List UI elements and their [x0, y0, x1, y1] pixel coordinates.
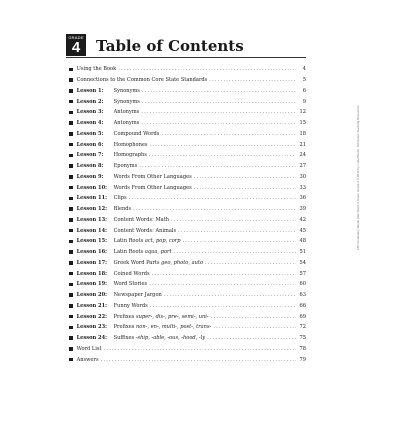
lesson-number: Lesson 20: [76, 292, 107, 299]
entry-title [114, 109, 140, 115]
lesson-number: Lesson 22: [76, 313, 107, 320]
toc-entry [69, 290, 306, 301]
bullet-square-icon [69, 261, 73, 265]
lesson-number: Lesson 21: [76, 302, 107, 309]
dot-leader [152, 271, 296, 277]
bullet-square-icon [69, 111, 73, 115]
bullet-square-icon [69, 347, 73, 351]
bullet-square-icon [69, 283, 73, 287]
lesson-number: Lesson 3: [76, 109, 104, 116]
entry-title-text: Words From Other Languages [113, 173, 192, 180]
entry-title-text: Antonyms [113, 120, 140, 127]
entry-title [114, 238, 181, 244]
entry-title-text: Clips [113, 195, 127, 202]
lesson-number: Lesson 13: [76, 216, 107, 223]
bullet-square-icon [69, 197, 73, 201]
entry-title-text: Words From Other Languages [113, 184, 192, 191]
toc-entry [69, 301, 306, 312]
entry-title-text: Latin Roots [113, 249, 145, 256]
entry-title [77, 66, 117, 72]
toc-entry [69, 64, 306, 75]
entry-title-examples: aqua, port [144, 249, 172, 256]
page-number: 69 [299, 313, 306, 320]
lesson-number: Lesson 17: [76, 259, 107, 266]
entry-title-text: Prefixes [113, 313, 136, 320]
page-number: 30 [299, 173, 306, 180]
bullet-square-icon [69, 358, 73, 362]
entry-title-text: Antonyms [113, 109, 140, 116]
page-header [66, 34, 244, 56]
bullet-square-icon [69, 293, 73, 297]
lesson-number: Lesson 5: [76, 130, 104, 137]
entry-title [114, 163, 138, 169]
page-number: 42 [299, 216, 306, 223]
page-title: Table of Contents [96, 37, 244, 55]
bullet-square-icon [69, 250, 73, 254]
page-number: 36 [299, 195, 306, 202]
toc-entry [69, 161, 306, 172]
bullet-square-icon [69, 304, 73, 308]
entry-title-text: Synonyms [113, 98, 140, 105]
entry-title-text: Eponyms [113, 163, 138, 170]
entry-title-examples: geo, photo, auto [161, 259, 204, 266]
entry-title-examples: act, pop, corp [144, 238, 181, 245]
dot-leader [150, 303, 296, 309]
entry-title [114, 99, 140, 105]
page-number: 4 [302, 66, 306, 73]
toc-entry [69, 96, 306, 107]
page-number: 57 [299, 270, 306, 277]
toc-entry [69, 322, 306, 333]
dot-leader [104, 346, 296, 352]
bullet-square-icon [69, 186, 73, 190]
dot-leader [164, 292, 296, 298]
page-number: 78 [299, 345, 306, 352]
page-number: 39 [299, 206, 306, 213]
lesson-number: Lesson 19: [76, 281, 107, 288]
entry-title [114, 142, 148, 148]
dot-leader [118, 66, 296, 72]
page-number: 6 [302, 87, 306, 94]
lesson-number: Lesson 14: [76, 227, 107, 234]
toc-entry [69, 193, 306, 204]
toc-entry [69, 236, 306, 247]
bullet-square-icon [69, 336, 73, 340]
lesson-number: Lesson 24: [76, 335, 107, 342]
page-number: 79 [299, 356, 306, 363]
lesson-number: Lesson 4: [76, 120, 104, 127]
entry-title [114, 281, 148, 287]
page-number: 21 [299, 141, 306, 148]
bullet-square-icon [69, 121, 73, 125]
entry-title-text: Newspaper Jargon [113, 292, 162, 299]
entry-title [114, 260, 203, 266]
lesson-number: Lesson 8: [76, 163, 104, 170]
toc-entry [69, 150, 306, 161]
entry-title [114, 217, 169, 223]
page-number: 75 [299, 335, 306, 342]
bullet-square-icon [69, 143, 73, 147]
entry-title [114, 206, 132, 212]
toc-entry [69, 215, 306, 226]
entry-title-text: Prefixes [113, 324, 136, 331]
toc-entry [69, 139, 306, 150]
lesson-number: Lesson 11: [76, 195, 107, 202]
entry-title-text: Coined Words [113, 270, 150, 277]
page-number: 15 [299, 120, 306, 127]
dot-leader [101, 357, 296, 363]
entry-title-text: Suffixes [113, 335, 136, 342]
bullet-square-icon [69, 207, 73, 211]
lesson-number: Lesson 23: [76, 324, 107, 331]
dot-leader [209, 77, 296, 83]
page-number: 33 [299, 184, 306, 191]
entry-title [114, 195, 127, 201]
dot-leader [205, 260, 296, 266]
toc-entry [69, 129, 306, 140]
entry-title-text: Word List [76, 345, 102, 352]
entry-title-text: Funny Words [113, 302, 148, 309]
copyright-note: 180 Vocabulary Words Kids Need to Know: Grade 4 © 2012 by Linda Beech, Scholastic Teaching Resources [356, 105, 360, 250]
toc-entry [69, 118, 306, 129]
dot-leader [178, 228, 296, 234]
dot-leader [142, 99, 296, 105]
entry-title [77, 346, 102, 352]
page-number: 54 [299, 259, 306, 266]
entry-title [114, 292, 162, 298]
entry-title [114, 249, 172, 255]
entry-title-examples: -ship, -able, -ous, -hood, -ly [135, 335, 206, 342]
toc-entry [69, 86, 306, 97]
bullet-square-icon [69, 326, 73, 330]
dot-leader [142, 88, 296, 94]
toc-entry [69, 311, 306, 322]
lesson-number: Lesson 7: [76, 152, 104, 159]
entry-title-text: Using the Book [76, 66, 117, 73]
entry-title [114, 88, 140, 94]
entry-title-text: Word Stories [113, 281, 148, 288]
page-number: 27 [299, 163, 306, 170]
entry-title [114, 131, 160, 137]
dot-leader [129, 195, 296, 201]
bullet-square-icon [69, 89, 73, 93]
bullet-square-icon [69, 175, 73, 179]
entry-title-examples: non-, en-, multi-, post-, trans- [136, 324, 212, 331]
page-number: 60 [299, 281, 306, 288]
lesson-number: Lesson 1: [76, 87, 104, 94]
entry-title [114, 335, 206, 341]
bullet-square-icon [69, 100, 73, 104]
dot-leader [182, 238, 296, 244]
toc-entry [69, 344, 306, 355]
entry-title-text: Latin Roots [113, 238, 145, 245]
bullet-square-icon [69, 229, 73, 233]
page-number: 9 [302, 98, 306, 105]
entry-title-text: Content Words: Math [113, 216, 170, 223]
lesson-number: Lesson 16: [76, 249, 107, 256]
toc-entry [69, 354, 306, 365]
page-number: 66 [299, 302, 306, 309]
toc-entry [69, 172, 306, 183]
entry-title [114, 228, 177, 234]
dot-leader [194, 185, 296, 191]
entry-title [114, 324, 212, 330]
toc-entry [69, 75, 306, 86]
toc-entry [69, 204, 306, 215]
lesson-number: Lesson 10: [76, 184, 107, 191]
entry-title-text: Greek Word Parts [113, 259, 162, 266]
dot-leader [194, 174, 296, 180]
entry-title [114, 271, 150, 277]
bullet-square-icon [69, 315, 73, 319]
entry-title [114, 314, 209, 320]
entry-title-text: Connections to the Common Core State Standards [76, 77, 208, 84]
lesson-number: Lesson 12: [76, 206, 107, 213]
page-number: 12 [299, 109, 306, 116]
entry-title-text: Homophones [113, 141, 148, 148]
entry-title [77, 357, 99, 363]
dot-leader [133, 206, 296, 212]
lesson-number: Lesson 15: [76, 238, 107, 245]
toc-entry [69, 258, 306, 269]
dot-leader [174, 249, 296, 255]
page-number: 51 [299, 249, 306, 256]
bullet-square-icon [69, 272, 73, 276]
dot-leader [141, 120, 296, 126]
lesson-number: Lesson 2: [76, 98, 104, 105]
bullet-square-icon [69, 164, 73, 168]
dot-leader [161, 131, 296, 137]
dot-leader [207, 335, 296, 341]
lesson-number: Lesson 9: [76, 173, 104, 180]
toc-entry [69, 247, 306, 258]
entry-title-text: Compound Words [113, 130, 160, 137]
page-number: 45 [299, 227, 306, 234]
lesson-number: Lesson 6: [76, 141, 104, 148]
entry-title [77, 77, 208, 83]
bullet-square-icon [69, 218, 73, 222]
page-number: 63 [299, 292, 306, 299]
lesson-number: Lesson 18: [76, 270, 107, 277]
dot-leader [149, 281, 296, 287]
dot-leader [150, 142, 296, 148]
entry-title-text: Answers [76, 356, 99, 363]
dot-leader [211, 314, 296, 320]
page-number: 5 [302, 77, 306, 84]
entry-title [114, 174, 192, 180]
page-number: 18 [299, 130, 306, 137]
toc-entry [69, 268, 306, 279]
dot-leader [139, 163, 296, 169]
page-number: 48 [299, 238, 306, 245]
toc-entry [69, 333, 306, 344]
dot-leader [149, 152, 296, 158]
page-number: 24 [299, 152, 306, 159]
grade-label: GRADE [68, 35, 84, 40]
entry-title-examples: super-, dis-, pre-, semi-, uni- [136, 313, 209, 320]
title-divider [66, 57, 306, 58]
entry-title [114, 152, 147, 158]
dot-leader [141, 109, 296, 115]
dot-leader [213, 324, 296, 330]
dot-leader [171, 217, 296, 223]
page-number: 72 [299, 324, 306, 331]
entry-title-text: Content Words: Animals [113, 227, 177, 234]
entry-title-text: Blends [113, 206, 132, 213]
toc-entry [69, 225, 306, 236]
grade-number: 4 [71, 39, 81, 56]
entry-title-text: Homographs [113, 152, 147, 159]
toc-entry [69, 182, 306, 193]
entry-title-text: Synonyms [113, 87, 140, 94]
bullet-square-icon [69, 78, 73, 82]
toc-entry [69, 107, 306, 118]
table-of-contents [69, 64, 306, 365]
bullet-square-icon [69, 240, 73, 244]
bullet-square-icon [69, 154, 73, 158]
grade-badge [66, 34, 86, 56]
toc-entry [69, 279, 306, 290]
entry-title [114, 303, 148, 309]
entry-title [114, 185, 192, 191]
entry-title [114, 120, 140, 126]
bullet-square-icon [69, 68, 73, 72]
bullet-square-icon [69, 132, 73, 136]
